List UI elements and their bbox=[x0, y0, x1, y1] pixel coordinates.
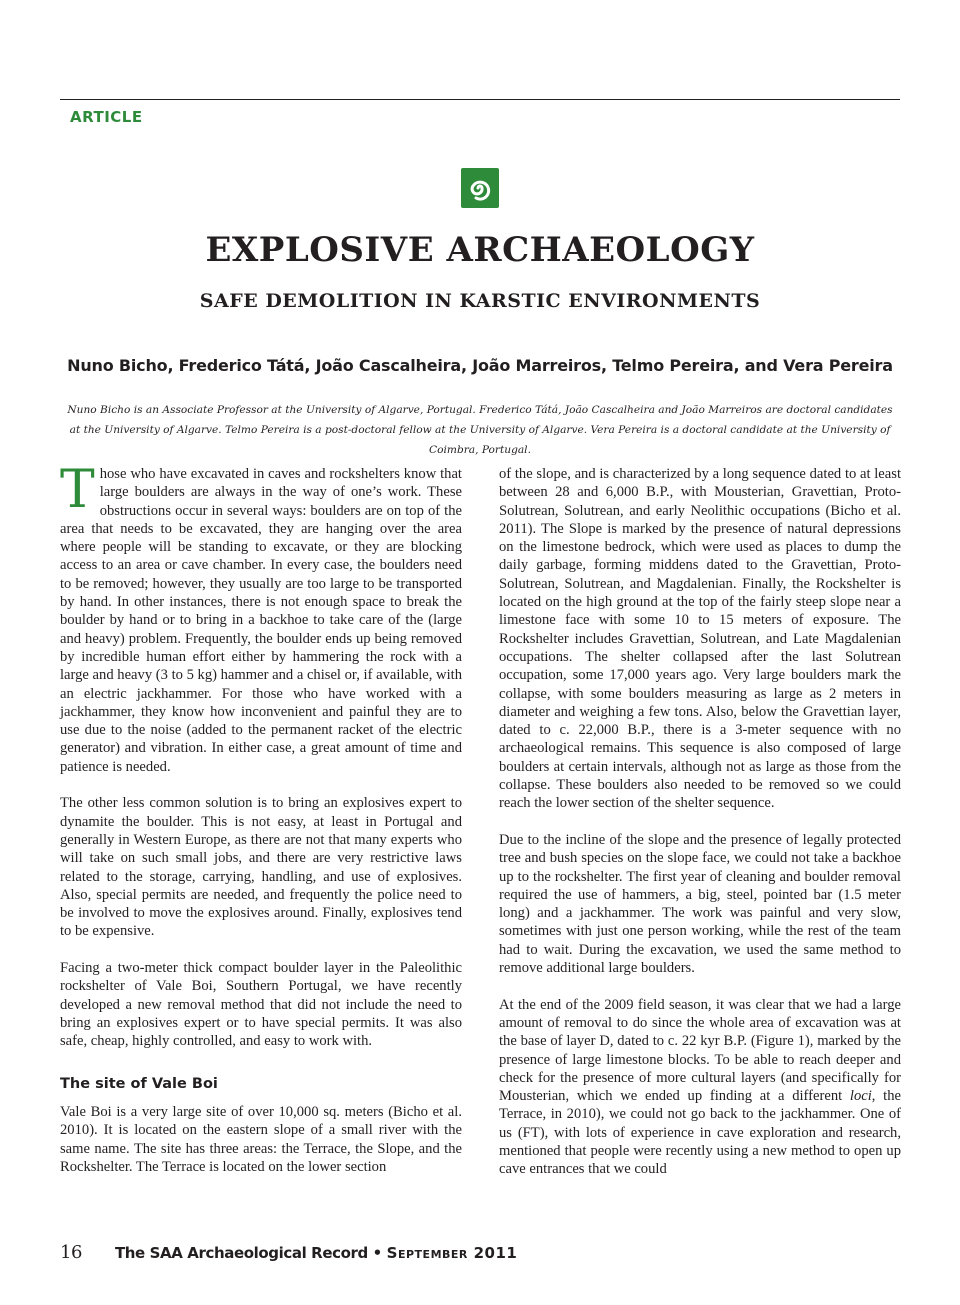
paragraph: At the end of the 2009 field season, it was clear that we had a large amount of removal to do since the whole area of excavation was at the base of layer D, dated to c. 22 kyr B.P. (Figure 1), marked by the presence of large limestone blocks. To be able to reach deeper and check for the presence of more cultural layers (and specifically for Mousterian, which we ended up finding at a different loci, the Terrace, in 2010), we could not go back to the jackhammer. One of us (FT), with lots of experience in cave exploration and research, mentioned that people were recently using a new method to open up cave entrances that we could bbox=[499, 996, 901, 1178]
article-title: EXPLOSIVE ARCHAEOLOGY bbox=[205, 230, 755, 270]
drop-cap: T bbox=[60, 460, 95, 520]
paragraph: Vale Boi is a very large site of over 10,000 sq. meters (Bicho et al. 2010). It is located on the eastern slope of a small river with the same name. The site has three areas: the Terrace, the Slope, and the Rockshelter. The Terrace is located on the lower section bbox=[60, 1104, 462, 1175]
journal-name: The SAA Archaeological Record bbox=[114, 1244, 368, 1262]
paragraph: of the slope, and is characterized by a long sequence dated to at least between 28 and 6,000 B.P., with Mousterian, Gravettian, Proto-Solutrean, Solutrean, and early Neolithic occupations (Bicho et al. 2011). The Slope is marked by the presence of natural depressions on the limestone bedrock, which were used as places to dump the daily garbage, forming middens dated to the Gravettian, Proto-Solutrean, Solutrean, and Magdalenian. Finally, the Rockshelter is located on the high ground at the top of the fairly steep slope near a limestone face with some 10 to 15 meters of exposure. The Rockshelter includes Gravettian, Solutrean, and Late Magdalenian occupations. The shelter collapsed after the last Solutrean occupation, some 17,000 years ago. Very large boulders mark the collapse, with some boulders measuring as large as 2 meters in diameter and weighing a few tons. Also, below the Gravettian layer, dated to c. 22,000 B.P., there is a 3-meter sequence with no archaeological remains. This sequence is also composed of large boulders at certain intervals, although not as large as those from the collapse. These boulders also needed to be removed so we could reach the lower section of the shelter sequence. bbox=[499, 466, 901, 812]
author-affiliations: Nuno Bicho is an Associate Professor at the University of Algarve, Portugal. Frederico Tátá, João Cascalheira and João Marreiros are doctoral candidates at the University of Algarve. Telmo Pereira is a post-doctoral fellow at the University of Algarve. Vera Pereira is a doctoral candidate at the University of Coimbra, Portugal. bbox=[67, 404, 893, 456]
paragraph: Facing a two-meter thick compact boulder layer in the Paleolithic rockshelter of Vale Boi, Southern Portugal, we have recently developed a new removal method that did not include the need to bring an explosives expert or to have special permits. It was also safe, cheap, highly controlled, and easy to work with. bbox=[60, 960, 462, 1050]
page-footer bbox=[60, 1242, 517, 1263]
paragraph: Due to the incline of the slope and the presence of legally protected tree and bush species on the slope face, we could not take a backhoe up to the rockshelter. The first year of cleaning and boulder removal required the use of hammers, a big, steel, pointed bar (1.5 meter long) and a jackhammer. The work was painful and very slow, sometimes with just one person working, while the rest of the team had to wait. During the excavation, we used the same method to remove additional large boulders. bbox=[499, 831, 901, 977]
right-column bbox=[499, 465, 901, 1197]
left-column bbox=[60, 460, 462, 1195]
paragraph: The other less common solution is to bring an explosives expert to dynamite the boulder. This is not easy, at least in Portugal and generally in Western Europe, as there are not that many experts who will take on such small jobs, and there are very restrictive laws related to the storage, carrying, handling, and use of explosives. Also, special permits are needed, and frequently the police need to be involved to move the explosives around. Finally, explosives tend to be expensive. bbox=[60, 795, 462, 940]
section-label: ARTICLE bbox=[70, 108, 143, 126]
spiral-icon bbox=[460, 167, 500, 209]
author-list: Nuno Bicho, Frederico Tátá, João Cascalheira, João Marreiros, Telmo Pereira, and Vera Pereira bbox=[67, 356, 893, 375]
article-subtitle: SAFE DEMOLITION IN KARSTIC ENVIRONMENTS bbox=[199, 290, 761, 312]
issue-date: September 2011 bbox=[386, 1244, 518, 1262]
page-number: 16 bbox=[60, 1242, 83, 1263]
header-rule bbox=[60, 99, 900, 100]
footer-separator: • bbox=[372, 1244, 382, 1262]
section-heading: The site of Vale Boi bbox=[60, 1075, 218, 1092]
paragraph: Those who have excavated in caves and rockshelters know that large boulders are always in the way of one’s work. These obstructions occur in several ways: boulders are on top of the area that needs to be excavated, they are hanging over the area where people will be standing to excavate, or they are blocking access to an area or cave chamber. In every case, the boulders need to be removed; however, they usually are too large to be transported by hand. In other instances, there is not enough space to break the boulder by hand or to bring in a backhoe to take care of the (large and heavy) problem. Frequently, the boulder ends up being removed by incredible human effort either by hammering the rock with a large and heavy (3 to 5 kg) hammer and a chisel or, if available, with an electric jackhammer. For those who have worked with a jackhammer, they know how inconvenient and painful they are to use due to the noise (added to the permanent racket of the electric generator) and vibration. In either case, a great amount of time and patience is needed. bbox=[60, 460, 462, 775]
